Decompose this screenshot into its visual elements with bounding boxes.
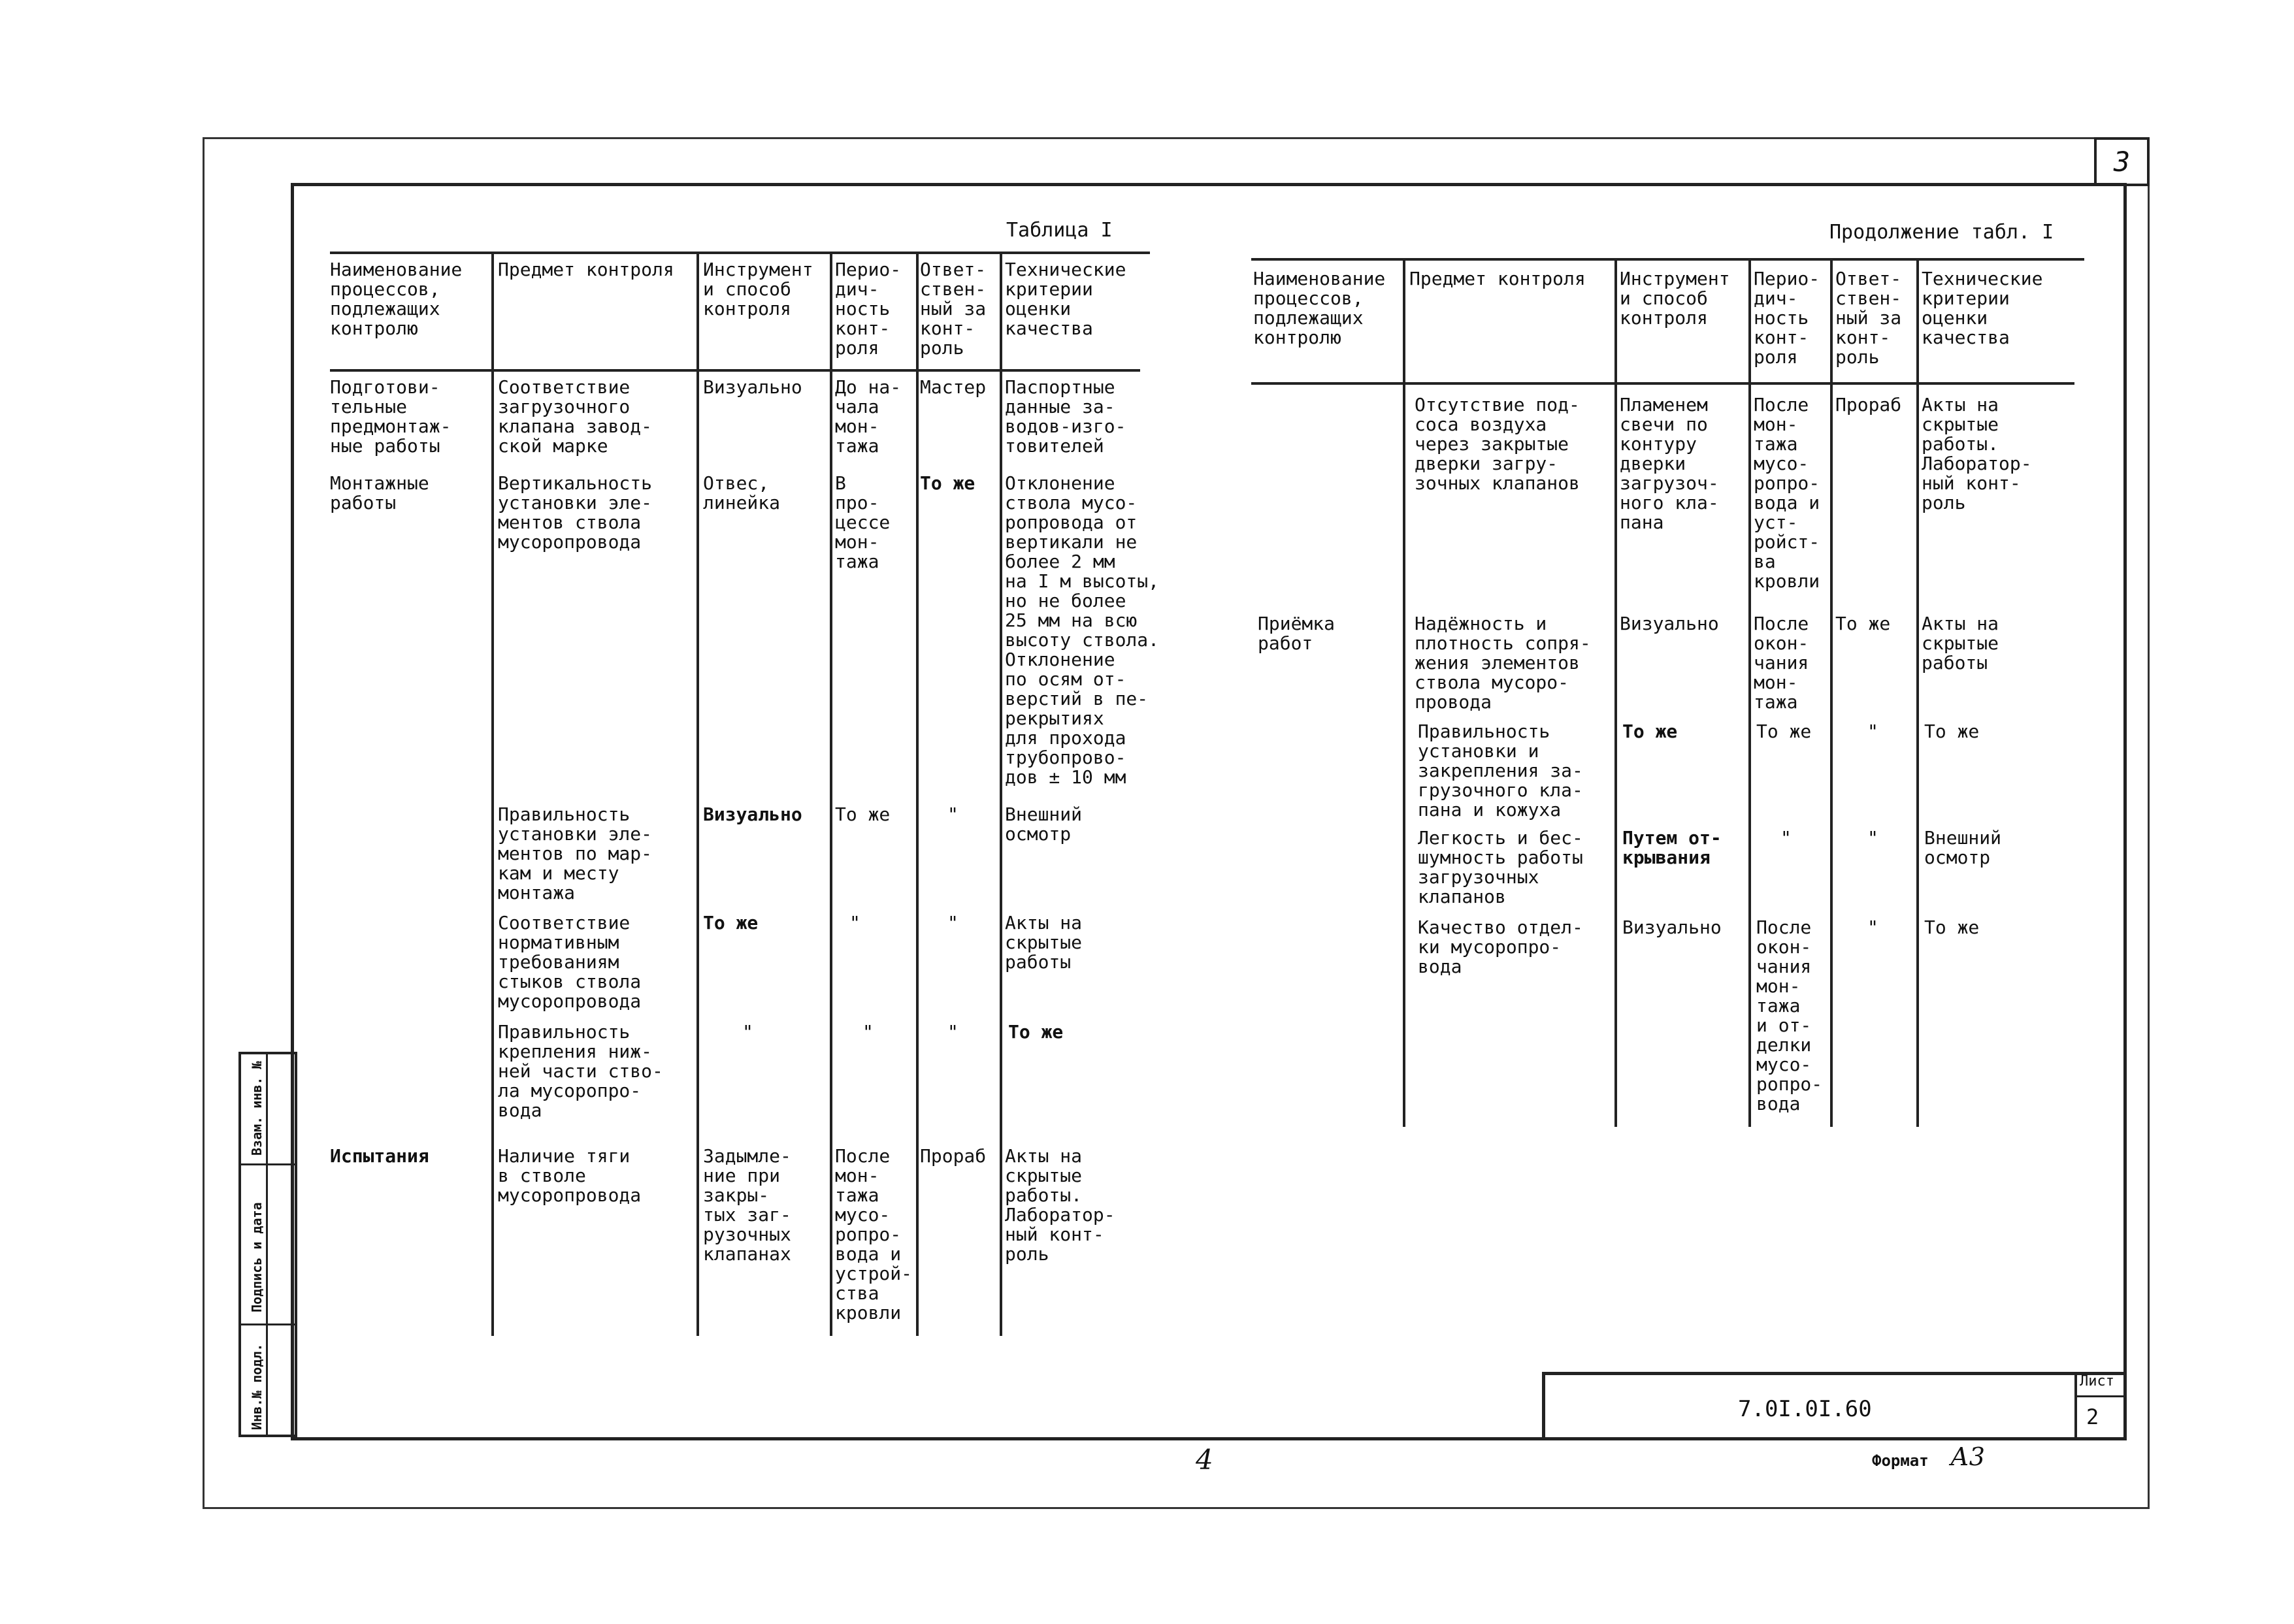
sheet-number: 2 — [2086, 1405, 2099, 1429]
table-cell: Пламенем свечи по контуру дверки загрузоч- ного кла- пана — [1620, 394, 1719, 533]
table-cell: Визуально — [1620, 613, 1719, 634]
right-col-divider-5 — [1916, 258, 1919, 1127]
table-cell: То же — [703, 912, 759, 934]
table-cell: То же — [1835, 613, 1891, 634]
table-cell: Паспортные данные за- водов-изго- товителей — [1005, 376, 1126, 457]
table-cell: " — [1867, 721, 1878, 742]
table-cell: Правильность крепления ниж- ней части ство- ла мусоропро- вода — [498, 1021, 663, 1121]
table-cell: Прораб — [920, 1145, 987, 1167]
right-col-divider-3 — [1748, 258, 1751, 1127]
table-cell: " — [947, 912, 959, 934]
table-cell: Качество отдел- ки мусоропро- вода — [1418, 917, 1583, 977]
left-table-top-rule — [330, 252, 1150, 254]
stamp-cell — [241, 1054, 295, 1165]
table-cell: Подготови- тельные предмонтаж- ные работы — [330, 376, 451, 457]
table-cell: Задымле- ние при закры- тых заг- рузочных клапанах — [703, 1145, 791, 1265]
table-cell: Монтажные работы — [330, 472, 429, 513]
title-block — [1542, 1372, 2127, 1440]
table-cell: То же — [920, 472, 975, 494]
margin-stamp — [238, 1052, 297, 1437]
table-cell: Отсутствие под- соса воздуха через закрытые дверки загру- зочных клапанов — [1415, 394, 1580, 494]
right-table-caption: Продолжение табл. I — [1829, 221, 2054, 244]
table-cell: Легкость и бес- шумность работы загрузочных клапанов — [1418, 827, 1583, 907]
table-cell: После окон- чания мон- тажа — [1754, 613, 1809, 713]
right-table-top-rule — [1251, 258, 2084, 261]
left-col-divider-3 — [830, 252, 832, 1336]
table-cell: То же — [835, 804, 891, 825]
table-cell: После окон- чания мон- тажа и от- делки мусо- ропро- вода — [1756, 917, 1823, 1114]
table-cell: Надёжность и плотность сопря- жения элементов ствола мусоро- провода — [1415, 613, 1591, 713]
table-cell: В про- цессе мон- тажа — [835, 472, 891, 572]
table-cell: Визуально — [703, 804, 802, 825]
right-col-divider-1 — [1403, 258, 1405, 1127]
table-cell: То же — [1924, 721, 1980, 742]
right-header-responsible: Ответ- ствен- ный за конт- роль — [1835, 268, 1902, 368]
left-header-process: Наименование процессов, подлежащих контролю — [330, 259, 463, 339]
table-cell: Соответствие загрузочного клапана завод- ской марке — [498, 376, 653, 457]
right-table-header-rule — [1251, 382, 2074, 385]
stamp-cell — [241, 1165, 295, 1325]
table-cell: До на- чала мон- тажа — [835, 376, 902, 457]
right-col-divider-2 — [1614, 258, 1617, 1127]
left-col-divider-4 — [916, 252, 919, 1336]
right-header-instrument: Инструмент и способ контроля — [1620, 268, 1730, 329]
table-cell: Акты на скрытые работы. Лаборатор- ный конт- роль — [1922, 394, 2032, 513]
table-cell: То же — [1622, 721, 1678, 742]
table-cell: То же — [1756, 721, 1812, 742]
stamp-label: Подпись и дата — [249, 1202, 265, 1312]
table-cell: Соответствие нормативным требованиям стыков ствола мусоропровода — [498, 912, 642, 1012]
sheet-box — [2074, 1372, 2127, 1440]
left-header-periodicity: Перио- дич- ность конт- роля — [835, 259, 902, 359]
table-cell: Вертикальность установки эле- ментов ствола мусоропровода — [498, 472, 653, 553]
table-cell: " — [742, 1021, 753, 1043]
table-cell: Испытания — [330, 1145, 429, 1167]
table-cell: Внешний осмотр — [1924, 827, 2002, 868]
table-cell: То же — [1924, 917, 1980, 938]
corner-page-number: 3 — [2094, 137, 2150, 186]
right-header-criteria: Технические критерии оценки качества — [1922, 268, 2043, 348]
right-col-divider-4 — [1830, 258, 1833, 1127]
left-col-divider-2 — [696, 252, 699, 1336]
stamp-label: Инв.№ подл. — [249, 1343, 265, 1430]
table-cell: " — [862, 1021, 874, 1043]
table-cell: Акты на скрытые работы. Лаборатор- ный конт- роль — [1005, 1145, 1115, 1265]
right-header-periodicity: Перио- дич- ность конт- роля — [1754, 268, 1820, 368]
sheet-label: Лист — [2080, 1373, 2114, 1389]
handwritten-page-number: 4 — [1196, 1444, 1213, 1476]
left-header-subject: Предмет контроля — [498, 259, 674, 280]
format-value: А3 — [1950, 1442, 1985, 1471]
format-label: Формат — [1872, 1452, 1929, 1470]
table-cell: Мастер — [920, 376, 987, 398]
document-code: 7.0I.0I.60 — [1738, 1396, 1872, 1422]
table-cell: То же — [1008, 1021, 1064, 1043]
table-cell: Приёмка работ — [1258, 613, 1335, 654]
table-cell: Акты на скрытые работы — [1922, 613, 1999, 674]
table-cell: Отклонение ствола мусо- ропровода от вертикали не более 2 мм на I м высоты, но не более 25 мм на всю высоту ствола. Отклонение по осям от- верстий в пе- рекрытиях для прохода трубопрово- дов ± 10 мм — [1005, 472, 1160, 788]
stamp-divider — [266, 1054, 268, 1437]
table-cell: Правильность установки и закрепления за- грузочного кла- пана и кожуха — [1418, 721, 1583, 820]
table-cell: " — [1867, 827, 1878, 849]
table-cell: Правильность установки эле- ментов по мар- кам и месту монтажа — [498, 804, 653, 903]
left-table-caption: Таблица I — [1006, 219, 1113, 242]
left-header-responsible: Ответ- ствен- ный за конт- роль — [920, 259, 987, 359]
right-header-subject: Предмет контроля — [1409, 268, 1586, 289]
table-cell: " — [947, 1021, 959, 1043]
table-cell: " — [1867, 917, 1878, 938]
table-cell: Прораб — [1835, 394, 1902, 415]
table-cell: Визуально — [1622, 917, 1722, 938]
table-cell: " — [1780, 827, 1792, 849]
stamp-cell — [241, 1325, 295, 1437]
table-cell: Акты на скрытые работы — [1005, 912, 1083, 973]
stamp-label: Взам. инв. № — [249, 1061, 265, 1156]
table-cell: Отвес, линейка — [703, 472, 781, 513]
right-header-process: Наименование процессов, подлежащих контролю — [1253, 268, 1386, 348]
table-cell: После мон- тажа мусо- ропро- вода и уст- ройст- ва кровли — [1754, 394, 1820, 592]
left-header-instrument: Инструмент и способ контроля — [703, 259, 813, 319]
table-cell: Внешний осмотр — [1005, 804, 1083, 845]
sheet-divider — [2077, 1395, 2127, 1397]
table-cell: Визуально — [703, 376, 802, 398]
left-col-divider-1 — [491, 252, 494, 1336]
table-cell: После мон- тажа мусо- ропро- вода и устрой- ства кровли — [835, 1145, 913, 1324]
table-cell: " — [849, 912, 860, 934]
table-cell: Путем от- крывания — [1622, 827, 1722, 868]
left-header-criteria: Технические критерии оценки качества — [1005, 259, 1126, 339]
table-cell: " — [947, 804, 959, 825]
table-cell: Наличие тяги в стволе мусоропровода — [498, 1145, 642, 1206]
left-col-divider-5 — [1000, 252, 1002, 1336]
left-table-header-rule — [330, 369, 1140, 372]
